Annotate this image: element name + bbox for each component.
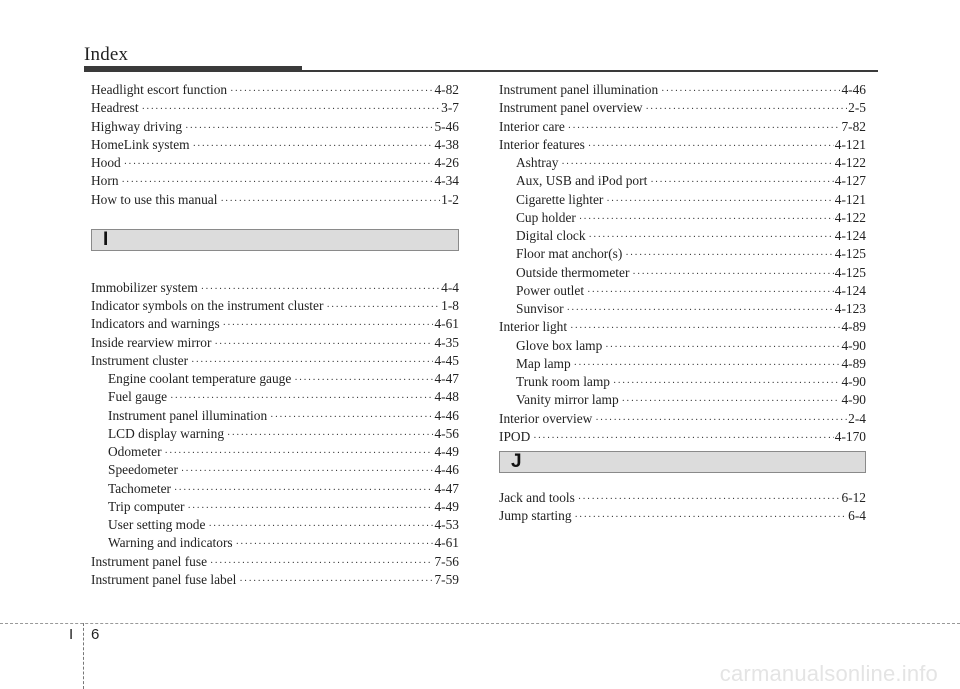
entry-term: Instrument panel fuse (91, 553, 208, 569)
entry-term: Inside rearview mirror (91, 334, 212, 350)
leader-dots (650, 174, 833, 192)
leader-dots (227, 427, 433, 445)
entry-term: Glove box lamp (516, 337, 603, 353)
entry-page-ref: 4-48 (434, 389, 459, 405)
leader-dots (193, 138, 434, 156)
entry-term: Interior light (499, 319, 568, 335)
entry-term: Headlight escort function (91, 82, 228, 97)
index-entries-j (499, 489, 866, 526)
leader-dots (595, 412, 847, 430)
leader-dots (270, 409, 433, 427)
entry-term: Digital clock (516, 228, 586, 243)
entry-page-ref: 5-46 (434, 118, 459, 134)
footer-page-number: 6 (91, 626, 100, 643)
entry-term: Outside thermometer (516, 264, 630, 280)
leader-dots (533, 430, 834, 448)
index-entry (91, 334, 459, 352)
entry-page-ref: 4-90 (841, 374, 866, 389)
index-entry (91, 553, 459, 571)
entry-page-ref: 4-121 (834, 136, 866, 152)
entry-page-ref: 4-170 (834, 428, 866, 444)
entry-term: User setting mode (108, 517, 206, 532)
entry-page-ref: 7-56 (434, 553, 459, 569)
entry-page-ref: 7-59 (434, 571, 459, 587)
index-subentry (499, 172, 866, 190)
entry-term: IPOD (499, 428, 531, 444)
index-subentry (499, 227, 866, 245)
index-entry (91, 279, 459, 297)
index-entry (499, 507, 866, 525)
entry-term: Trunk room lamp (516, 374, 610, 389)
leader-dots (181, 463, 434, 481)
entry-page-ref: 4-125 (834, 246, 866, 262)
entry-page-ref: 1-2 (441, 191, 459, 207)
index-entries-i (91, 279, 459, 589)
entry-page-ref: 4-46 (841, 82, 866, 97)
entry-page-ref: 4-49 (434, 444, 459, 459)
entry-page-ref: 4-34 (434, 173, 459, 189)
entry-page-ref: 2-4 (848, 410, 866, 426)
index-entry (91, 315, 459, 333)
index-column-left (91, 81, 459, 589)
index-subentry (91, 370, 459, 388)
leader-dots (124, 156, 434, 174)
entry-page-ref: 4-26 (434, 155, 459, 170)
entry-page-ref: 4-121 (834, 191, 866, 207)
entry-term: Immobilizer system (91, 279, 198, 295)
entry-page-ref: 4-127 (834, 173, 866, 189)
entry-term: Interior care (499, 118, 565, 134)
leader-dots (574, 357, 841, 375)
entry-term: Headrest (91, 100, 139, 116)
entry-page-ref: 6-4 (848, 508, 866, 524)
entry-term: Interior overview (499, 410, 593, 426)
entry-page-ref: 4-49 (434, 498, 459, 514)
leader-dots (587, 284, 834, 302)
index-subentry (91, 388, 459, 406)
entry-page-ref: 4-90 (841, 337, 866, 353)
entry-term: Highway driving (91, 118, 183, 134)
entry-term: Vanity mirror lamp (516, 392, 619, 408)
index-column-right (499, 81, 866, 526)
index-subentry (499, 209, 866, 227)
entry-term: Jack and tools (499, 490, 575, 505)
entry-term: Instrument panel illumination (108, 407, 268, 423)
index-entries-h (91, 81, 459, 209)
index-subentry (91, 407, 459, 425)
entry-term: Power outlet (516, 282, 585, 298)
leader-dots (661, 83, 840, 101)
section-letter: J (511, 451, 522, 472)
entry-page-ref: 4-90 (841, 392, 866, 408)
leader-dots (220, 193, 440, 211)
leader-dots (588, 138, 834, 156)
entry-page-ref: 4-61 (434, 316, 459, 332)
entry-term: LCD display warning (108, 425, 225, 441)
index-entry (91, 99, 459, 117)
index-entry (91, 136, 459, 154)
index-entry (91, 191, 459, 209)
entry-term: How to use this manual (91, 191, 218, 207)
leader-dots (210, 555, 433, 573)
entry-page-ref: 4-123 (834, 301, 866, 316)
index-subentry (91, 480, 459, 498)
leader-dots (239, 573, 433, 591)
entry-page-ref: 6-12 (841, 490, 866, 505)
index-subentry (499, 154, 866, 172)
entry-term: Ashtray (516, 155, 559, 170)
watermark: carmanualsonline.info (719, 661, 938, 686)
leader-dots (568, 120, 841, 138)
index-entry (499, 136, 866, 154)
index-subentry (91, 534, 459, 552)
leader-dots (570, 320, 840, 338)
entry-term: Instrument panel overview (499, 100, 643, 116)
leader-dots (589, 229, 834, 247)
entry-page-ref: 4-53 (434, 517, 459, 532)
entry-term: Speedometer (108, 462, 178, 478)
leader-dots (214, 336, 433, 354)
index-entry (499, 489, 866, 507)
footer-divider (83, 623, 84, 689)
entry-page-ref: 1-8 (441, 298, 459, 313)
index-subentry (91, 498, 459, 516)
entry-term: Instrument cluster (91, 352, 189, 368)
entry-term: Indicator symbols on the instrument cluster (91, 298, 324, 313)
header-rule-thin (302, 70, 878, 72)
index-subentry (499, 391, 866, 409)
entry-term: Instrument panel fuse label (91, 571, 237, 587)
entry-term: Instrument panel illumination (499, 82, 659, 97)
entry-page-ref: 4-125 (834, 264, 866, 280)
leader-dots (142, 101, 441, 119)
header-rule-thick (84, 66, 302, 72)
leader-dots (174, 482, 433, 500)
entry-page-ref: 4-89 (841, 355, 866, 371)
leader-dots (605, 339, 840, 357)
index-subentry (91, 461, 459, 479)
leader-dots (625, 247, 833, 265)
index-subentry (499, 191, 866, 209)
index-subentry (499, 355, 866, 373)
entry-page-ref: 2-5 (848, 100, 866, 116)
entry-page-ref: 4-124 (834, 228, 866, 243)
entry-page-ref: 4-4 (441, 279, 459, 295)
entry-term: Aux, USB and iPod port (516, 173, 648, 189)
index-subentry (499, 300, 866, 318)
leader-dots (208, 518, 433, 536)
entry-page-ref: 4-47 (434, 480, 459, 496)
entry-page-ref: 4-122 (834, 209, 866, 225)
leader-dots (622, 393, 841, 411)
index-entry (91, 118, 459, 136)
entry-term: Engine coolant temperature gauge (108, 371, 292, 386)
index-entry (499, 118, 866, 136)
footer-rule (0, 623, 960, 624)
leader-dots (188, 500, 434, 518)
index-entry (499, 99, 866, 117)
index-entry (499, 81, 866, 99)
entry-page-ref: 4-89 (841, 319, 866, 335)
index-subentry (91, 443, 459, 461)
entry-term: Fuel gauge (108, 389, 168, 405)
leader-dots (223, 317, 434, 335)
entry-term: Floor mat anchor(s) (516, 246, 623, 262)
index-entry (499, 428, 866, 446)
leader-dots (613, 375, 840, 393)
entry-page-ref: 4-82 (434, 82, 459, 97)
entry-page-ref: 4-56 (434, 425, 459, 441)
entry-term: Cup holder (516, 209, 576, 225)
entry-page-ref: 4-38 (434, 136, 459, 152)
index-subentry (499, 373, 866, 391)
entry-term: HomeLink system (91, 136, 190, 152)
entry-page-ref: 4-124 (834, 282, 866, 298)
index-entry (91, 172, 459, 190)
index-entry (91, 297, 459, 315)
index-subentry (499, 245, 866, 263)
page-title: Index (84, 44, 129, 65)
entry-page-ref: 4-61 (434, 535, 459, 551)
entry-term: Odometer (108, 444, 162, 459)
entry-term: Warning and indicators (108, 535, 233, 551)
entry-term: Horn (91, 173, 119, 189)
entry-page-ref: 3-7 (441, 100, 459, 116)
index-entry (499, 318, 866, 336)
index-entry (91, 154, 459, 172)
section-letter-bar-j (499, 451, 866, 473)
index-subentry (499, 264, 866, 282)
entry-term: Tachometer (108, 480, 172, 496)
index-entry (91, 352, 459, 370)
index-entry (91, 81, 459, 99)
index-entry (91, 571, 459, 589)
entry-page-ref: 4-45 (434, 352, 459, 368)
entry-page-ref: 4-46 (434, 462, 459, 478)
entry-page-ref: 4-46 (434, 407, 459, 423)
entry-page-ref: 4-47 (434, 371, 459, 386)
leader-dots (575, 509, 848, 527)
index-subentry (91, 516, 459, 534)
entry-page-ref: 4-122 (834, 155, 866, 170)
entry-term: Sunvisor (516, 301, 564, 316)
leader-dots (606, 193, 833, 211)
leader-dots (185, 120, 433, 138)
entry-term: Trip computer (108, 498, 185, 514)
index-subentry (499, 282, 866, 300)
entry-term: Hood (91, 155, 121, 170)
leader-dots (646, 101, 848, 119)
footer-section: I (69, 626, 74, 643)
leader-dots (578, 491, 841, 509)
entry-term: Interior features (499, 136, 585, 152)
entry-page-ref: 4-35 (434, 334, 459, 350)
section-letter: I (103, 228, 109, 250)
entry-term: Map lamp (516, 355, 571, 371)
index-subentry (91, 425, 459, 443)
index-entries-i-continued (499, 81, 866, 446)
leader-dots (567, 302, 834, 320)
index-subentry (499, 337, 866, 355)
leader-dots (165, 445, 434, 463)
index-entry (499, 410, 866, 428)
leader-dots (579, 211, 834, 229)
leader-dots (632, 266, 833, 284)
entry-page-ref: 7-82 (841, 118, 866, 134)
leader-dots (230, 83, 433, 101)
section-letter-bar-i (91, 229, 459, 251)
entry-term: Cigarette lighter (516, 191, 604, 207)
entry-term: Jump starting (499, 508, 572, 524)
leader-dots (326, 299, 440, 317)
leader-dots (294, 372, 433, 390)
leader-dots (236, 536, 434, 554)
entry-term: Indicators and warnings (91, 316, 220, 332)
